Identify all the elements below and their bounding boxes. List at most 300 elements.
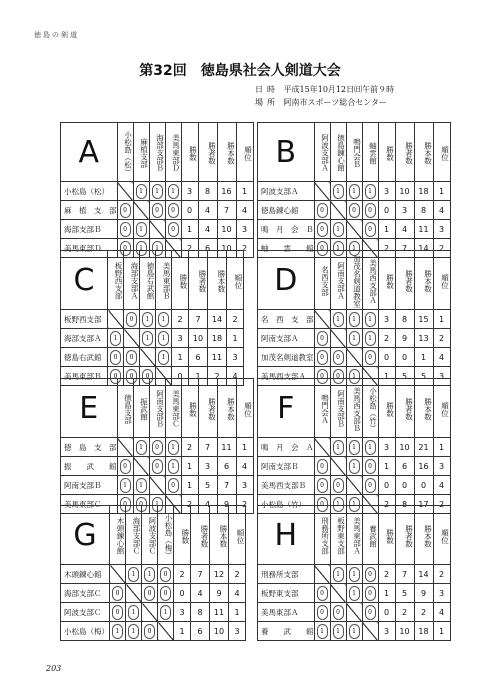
team-name: 鳴 月 会 Ａ	[258, 438, 315, 457]
block-label: H	[258, 506, 315, 565]
stat-value: 1	[174, 622, 191, 641]
team-column-header: 麻植支部	[133, 123, 149, 182]
team-column-header: 美馬東部Ｃ	[165, 379, 181, 438]
league-table	[257, 250, 451, 386]
match-result-cell	[126, 622, 142, 641]
match-result-mark: 1	[349, 459, 360, 474]
stat-value: 8	[198, 182, 217, 201]
stat-value: 2	[433, 495, 450, 514]
stat-value: 10	[395, 182, 414, 201]
stat-value: 7	[395, 239, 414, 258]
stat-value: 10	[395, 622, 414, 641]
team-column-header: 小松島（松）	[117, 123, 133, 182]
stat-value: 12	[210, 565, 229, 584]
league-block-a	[60, 122, 254, 258]
league-table	[60, 505, 246, 641]
match-result-mark: 1	[349, 369, 360, 384]
match-result-mark: 0	[144, 624, 155, 639]
match-result-cell	[362, 182, 378, 201]
team-column-header: 鳴門会Ｂ	[346, 123, 362, 182]
stat-value: 4	[236, 201, 253, 220]
match-result-cell	[117, 201, 133, 220]
stat-value: 1	[378, 220, 395, 239]
team-column-header: 美馬東部Ｂ	[156, 251, 172, 310]
stat-value: 4	[227, 367, 244, 386]
stat-value: 4	[433, 603, 450, 622]
stat-column-header: 順位	[433, 123, 450, 182]
stat-value: 2	[378, 239, 395, 258]
match-result-cell	[314, 329, 330, 348]
match-result-mark: 0	[365, 222, 376, 237]
team-name: 美馬東部Ｂ	[61, 367, 108, 386]
match-result-mark: 1	[112, 624, 123, 639]
team-name: 名 西 支 部	[258, 310, 315, 329]
table-row	[258, 476, 451, 495]
stat-value: 10	[189, 329, 208, 348]
match-result-cell	[165, 201, 181, 220]
stat-value: 10	[395, 438, 414, 457]
match-result-cell	[346, 310, 362, 329]
table-row	[61, 584, 246, 603]
league-table	[60, 378, 254, 514]
block-label: A	[61, 123, 118, 182]
match-result-cell	[346, 438, 362, 457]
match-result-cell	[346, 622, 362, 641]
stat-value: 6	[189, 348, 208, 367]
match-result-mark: 1	[333, 222, 344, 237]
league-block-c	[60, 250, 244, 386]
match-result-mark: 1	[128, 567, 139, 582]
stat-column-header: 順位	[227, 251, 244, 310]
match-result-mark: 1	[152, 241, 163, 256]
team-name: 阿南支部Ａ	[258, 329, 315, 348]
table-row	[61, 182, 254, 201]
match-result-mark: 1	[136, 241, 147, 256]
match-result-cell	[314, 603, 330, 622]
stat-value: 4	[433, 476, 450, 495]
match-result-mark: 0	[317, 605, 328, 620]
stat-value: 2	[395, 603, 414, 622]
team-name: 加茂名剣道教室	[258, 348, 315, 367]
match-result-mark: 0	[120, 203, 131, 218]
team-name: 海部支部Ｂ	[61, 220, 118, 239]
stat-column-header: 勝数	[172, 251, 189, 310]
match-result-cell	[165, 220, 181, 239]
match-result-cell	[330, 476, 346, 495]
stat-value: 1	[227, 329, 244, 348]
diagonal-cell	[330, 457, 346, 476]
match-result-cell	[156, 310, 172, 329]
match-result-mark: 0	[152, 203, 163, 218]
table-row	[258, 457, 451, 476]
match-result-mark: 0	[112, 605, 123, 620]
league-table	[257, 505, 451, 641]
match-result-cell	[330, 310, 346, 329]
match-result-cell	[362, 476, 378, 495]
team-name: 阿波支部Ａ	[258, 182, 315, 201]
table-row	[258, 565, 451, 584]
team-column-header: 養武館	[362, 506, 378, 565]
table-row	[61, 310, 244, 329]
table-row	[61, 201, 254, 220]
league-table	[60, 122, 254, 258]
team-column-header: 徳島錬心館	[330, 123, 346, 182]
table-row	[258, 329, 451, 348]
team-column-header: 阿波支部Ａ	[314, 123, 330, 182]
match-result-mark: 1	[110, 331, 121, 346]
stat-value: 7	[189, 310, 208, 329]
match-result-mark: 1	[142, 331, 153, 346]
date-value: 平成15年10月12日㈰午前９時	[283, 85, 395, 94]
match-result-cell	[314, 220, 330, 239]
match-result-cell	[133, 182, 149, 201]
place-value: 阿南市スポーツ総合センター	[283, 98, 387, 107]
team-name: 阿波支部Ｃ	[61, 603, 110, 622]
match-result-cell	[149, 201, 165, 220]
stat-value: 2	[229, 565, 246, 584]
stat-value: 16	[217, 182, 236, 201]
team-column-header: 阿南支部Ａ	[330, 251, 346, 310]
match-result-mark: 1	[128, 624, 139, 639]
table-row	[258, 584, 451, 603]
block-label: F	[258, 379, 315, 438]
match-result-mark: 0	[126, 312, 137, 327]
match-result-cell	[117, 220, 133, 239]
stat-value: 14	[208, 310, 227, 329]
stat-value: 7	[191, 565, 210, 584]
stat-value: 6	[217, 457, 236, 476]
table-header-row	[61, 506, 246, 565]
block-label: E	[61, 379, 118, 438]
team-column-header: 阿南支部Ｂ	[330, 379, 346, 438]
league-block-g	[60, 505, 246, 641]
team-name: 刑務所支部	[258, 565, 315, 584]
match-result-cell	[346, 329, 362, 348]
match-result-mark: 0	[126, 350, 137, 365]
diagonal-cell	[346, 348, 362, 367]
team-column-header: 小松島（竹）	[362, 379, 378, 438]
team-column-header: 板野東支部	[330, 506, 346, 565]
stat-value: 1	[189, 367, 208, 386]
stat-value: 0	[378, 348, 395, 367]
event-date	[255, 84, 394, 95]
stat-value: 4	[236, 457, 253, 476]
stat-column-header: 勝本数	[414, 379, 433, 438]
team-column-header: 加茂名剣道教室	[346, 251, 362, 310]
diagonal-cell	[330, 329, 346, 348]
table-header-row	[61, 251, 244, 310]
diagonal-cell	[133, 201, 149, 220]
team-column-header: 阿南支部Ｂ	[149, 379, 165, 438]
team-name: 小松島（梅）	[61, 622, 110, 641]
match-result-cell	[346, 565, 362, 584]
match-result-mark: 1	[136, 440, 147, 455]
diagonal-cell	[108, 310, 124, 329]
stat-value: 3	[229, 622, 246, 641]
match-result-mark: 0	[365, 478, 376, 493]
stat-value: 3	[198, 457, 217, 476]
stat-value: 3	[181, 182, 198, 201]
match-result-cell	[124, 348, 140, 367]
match-result-mark: 0	[120, 241, 131, 256]
stat-value: 2	[433, 329, 450, 348]
team-name: 蚰 雲 館	[258, 239, 315, 258]
match-result-mark: 0	[333, 369, 344, 384]
stat-column-header: 勝本数	[414, 251, 433, 310]
match-result-cell	[108, 348, 124, 367]
league-block-f	[257, 378, 451, 514]
stat-column-header: 順位	[236, 123, 253, 182]
match-result-mark: 1	[317, 624, 328, 639]
match-result-cell	[362, 603, 378, 622]
match-result-mark: 1	[158, 350, 169, 365]
stat-value: 5	[395, 367, 414, 386]
stat-value: 4	[198, 201, 217, 220]
stat-column-header: 順位	[433, 251, 450, 310]
stat-value: 3	[174, 603, 191, 622]
match-result-cell	[158, 565, 174, 584]
match-result-cell	[117, 457, 133, 476]
match-result-mark: 1	[142, 312, 153, 327]
team-column-header: 海部支部Ａ	[124, 251, 140, 310]
place-label: 場所	[255, 98, 279, 107]
match-result-mark: 1	[333, 184, 344, 199]
match-result-mark: 1	[349, 497, 360, 512]
match-result-cell	[330, 348, 346, 367]
stat-value: 10	[210, 622, 229, 641]
stat-value: 5	[395, 584, 414, 603]
stat-value: 3	[433, 457, 450, 476]
stat-value: 9	[210, 584, 229, 603]
match-result-mark: 1	[152, 497, 163, 512]
stat-value: 13	[414, 329, 433, 348]
team-column-header: 海部支部Ｂ	[149, 123, 165, 182]
match-result-mark: 1	[333, 312, 344, 327]
match-result-cell	[156, 329, 172, 348]
stat-value: 1	[433, 310, 450, 329]
match-result-mark: 1	[152, 184, 163, 199]
match-result-cell	[165, 476, 181, 495]
stat-column-header: 勝本数	[217, 379, 236, 438]
match-result-cell	[165, 182, 181, 201]
match-result-mark: 1	[168, 459, 179, 474]
match-result-cell	[362, 201, 378, 220]
match-result-mark: 1	[333, 497, 344, 512]
stat-value: 10	[217, 239, 236, 258]
match-result-cell	[362, 329, 378, 348]
stat-value: 2	[181, 495, 198, 514]
stat-value: 16	[414, 457, 433, 476]
stat-value: 18	[414, 622, 433, 641]
match-result-cell	[165, 438, 181, 457]
stat-value: 2	[378, 495, 395, 514]
team-name: 美馬西支部Ｂ	[258, 476, 315, 495]
match-result-cell	[362, 310, 378, 329]
match-result-mark: 0	[152, 459, 163, 474]
team-column-header: 海部支部Ｃ	[126, 506, 142, 565]
team-column-header: 徳島右武館	[140, 251, 156, 310]
match-result-mark: 0	[152, 440, 163, 455]
match-result-cell	[110, 603, 126, 622]
match-result-cell	[346, 182, 362, 201]
match-result-mark: 1	[128, 605, 139, 620]
stat-value: 1	[172, 348, 189, 367]
diagonal-cell	[126, 584, 142, 603]
match-result-mark: 1	[136, 478, 147, 493]
stat-value: 3	[433, 367, 450, 386]
table-row	[258, 622, 451, 641]
stat-column-header: 勝者数	[189, 251, 208, 310]
match-result-mark: 0	[168, 222, 179, 237]
team-column-header: 美馬東部Ａ	[346, 506, 362, 565]
diagonal-cell	[314, 565, 330, 584]
league-table	[60, 250, 244, 386]
diagonal-cell	[149, 220, 165, 239]
table-header-row	[258, 251, 451, 310]
match-result-cell	[158, 584, 174, 603]
diagonal-cell	[133, 457, 149, 476]
stat-value: 0	[174, 584, 191, 603]
stat-value: 1	[181, 457, 198, 476]
stat-value: 2	[181, 438, 198, 457]
league-block-h	[257, 505, 451, 641]
match-result-mark: 0	[317, 478, 328, 493]
match-result-cell	[330, 565, 346, 584]
team-name: 美馬東部Ｄ	[61, 239, 118, 258]
match-result-mark: 1	[349, 331, 360, 346]
stat-value: 1	[433, 182, 450, 201]
stat-value: 14	[414, 239, 433, 258]
stat-value: 4	[433, 201, 450, 220]
match-result-mark: 0	[317, 331, 328, 346]
stat-column-header: 勝者数	[198, 123, 217, 182]
team-name: 海部支部Ａ	[61, 329, 108, 348]
table-row	[61, 348, 244, 367]
team-name: 板野西支部	[61, 310, 108, 329]
diagonal-cell	[149, 476, 165, 495]
stat-value: 2	[236, 495, 253, 514]
stat-value: 7	[395, 565, 414, 584]
team-name: 徳島錬心館	[258, 201, 315, 220]
diagonal-cell	[314, 310, 330, 329]
match-result-cell	[346, 457, 362, 476]
match-result-cell	[362, 457, 378, 476]
league-table	[257, 122, 451, 258]
match-result-cell	[330, 603, 346, 622]
match-result-mark: 0	[120, 497, 131, 512]
table-row	[61, 329, 244, 348]
diagonal-cell	[330, 584, 346, 603]
match-result-mark: 1	[144, 567, 155, 582]
match-result-cell	[110, 622, 126, 641]
match-result-mark: 0	[349, 203, 360, 218]
table-header-row	[61, 123, 254, 182]
match-result-cell	[330, 220, 346, 239]
stat-value: 2	[227, 310, 244, 329]
team-name: 美馬西支部Ａ	[258, 367, 315, 386]
match-result-cell	[314, 584, 330, 603]
match-result-mark: 0	[136, 497, 147, 512]
match-result-cell	[126, 603, 142, 622]
block-label: G	[61, 506, 110, 565]
match-result-cell	[362, 584, 378, 603]
stat-column-header: 勝本数	[208, 251, 227, 310]
stat-value: 6	[191, 622, 210, 641]
stat-value: 3	[236, 476, 253, 495]
match-result-cell	[140, 329, 156, 348]
stat-value: 2	[181, 239, 198, 258]
team-name: 麻 植 支 部	[61, 201, 118, 220]
match-result-mark: 0	[333, 478, 344, 493]
stat-value: 5	[198, 476, 217, 495]
stat-value: 17	[414, 495, 433, 514]
match-result-mark: 0	[112, 586, 123, 601]
stat-value: 11	[208, 348, 227, 367]
table-row	[258, 182, 451, 201]
stat-value: 2	[236, 239, 253, 258]
league-table	[257, 378, 451, 514]
match-result-mark: 1	[349, 586, 360, 601]
stat-value: 5	[414, 367, 433, 386]
match-result-mark: 0	[333, 350, 344, 365]
stat-column-header: 順位	[229, 506, 246, 565]
stat-column-header: 勝者数	[191, 506, 210, 565]
table-row	[61, 603, 246, 622]
table-row	[61, 438, 254, 457]
diagonal-cell	[117, 182, 133, 201]
event-place	[255, 97, 387, 108]
match-result-cell	[117, 476, 133, 495]
match-result-mark: 1	[120, 478, 131, 493]
table-header-row	[61, 379, 254, 438]
stat-value: 2	[174, 565, 191, 584]
match-result-cell	[346, 584, 362, 603]
match-result-mark: 0	[160, 586, 171, 601]
table-header-row	[258, 379, 451, 438]
stat-value: 7	[217, 476, 236, 495]
stat-column-header: 勝者数	[395, 379, 414, 438]
stat-value: 3	[433, 220, 450, 239]
team-name: 養 武 館	[258, 622, 315, 641]
diagonal-cell	[110, 565, 126, 584]
team-name: 阿南支部Ｂ	[258, 457, 315, 476]
team-name: 木頭錬心館	[61, 565, 110, 584]
stat-value: 11	[414, 220, 433, 239]
stat-value: 1	[378, 367, 395, 386]
stat-value: 1	[433, 622, 450, 641]
match-result-mark: 0	[168, 478, 179, 493]
stat-column-header: 順位	[433, 379, 450, 438]
stat-value: 0	[395, 348, 414, 367]
match-result-mark: 0	[317, 350, 328, 365]
match-result-cell	[362, 438, 378, 457]
match-result-cell	[133, 476, 149, 495]
team-column-header: 刑務所支部	[314, 506, 330, 565]
diagonal-cell	[117, 438, 133, 457]
match-result-cell	[362, 348, 378, 367]
diagonal-cell	[124, 329, 140, 348]
stat-value: 1	[378, 584, 395, 603]
team-column-header: 徳島支部	[117, 379, 133, 438]
match-result-cell	[149, 438, 165, 457]
diagonal-cell	[140, 348, 156, 367]
stat-value: 1	[181, 220, 198, 239]
match-result-mark: 1	[349, 567, 360, 582]
diagonal-cell	[346, 476, 362, 495]
match-result-cell	[330, 622, 346, 641]
stat-value: 6	[395, 457, 414, 476]
stat-value: 2	[414, 603, 433, 622]
